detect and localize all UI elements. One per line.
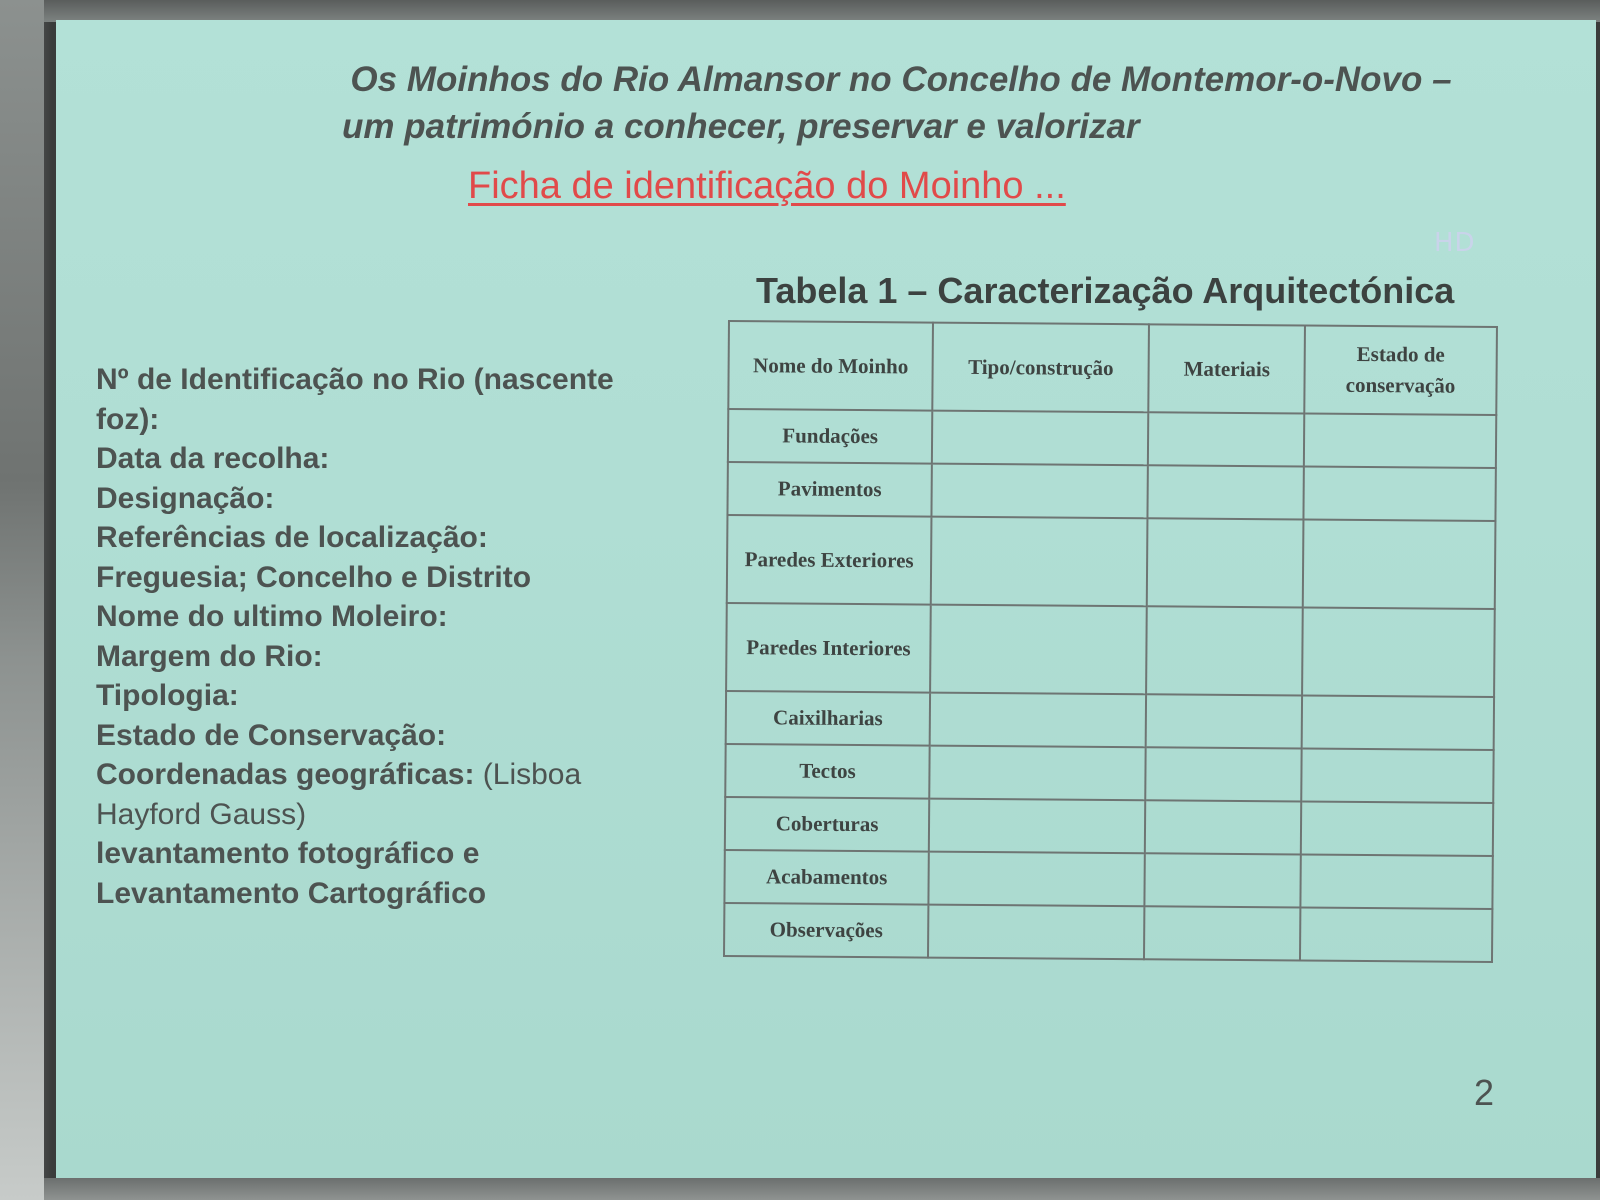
architecture-table-wrap [723,320,1498,963]
field-location-references: Referências de localização: [96,521,488,554]
header-construction-type: Tipo/construção [932,323,1149,413]
table-row [724,850,1492,909]
architecture-table [723,320,1498,963]
slide-title-line-1: Os Moinhos do Rio Almansor no Concelho de Montemor-o-Novo – [350,60,1452,99]
table-cell [1300,855,1492,910]
header-mill-name: Nome do Moinho [728,321,933,411]
table-cell [1148,412,1304,466]
table-cell [1303,520,1496,610]
table-cell [1302,696,1494,751]
table-row [728,409,1496,468]
table-cell [1146,606,1302,695]
table-cell [1147,518,1303,607]
table-cell [928,905,1145,960]
table-cell [1145,853,1301,907]
field-conservation-state: Estado de Conservação: [96,718,447,752]
row-label: Tectos [725,744,930,799]
table-header-row [728,321,1497,415]
table-row [726,603,1495,697]
row-label: Caixilharias [726,691,931,746]
table-cell [1302,608,1495,698]
header-materials: Materiais [1149,324,1305,413]
field-river-bank: Margem do Rio: [96,639,323,673]
table-row [727,462,1495,521]
field-collection-date: Data da recolha: [96,442,330,475]
table-cell [932,464,1149,519]
table-cell [1301,802,1493,857]
row-label: Paredes Exteriores [727,515,932,605]
slide-subtitle: Ficha de identificação do Moinho ... [468,165,1066,207]
field-coordinates-system-cont: Hayford Gauss) [96,797,307,831]
table-row [725,744,1493,803]
table-cell [1146,694,1302,748]
table-cell [929,799,1146,854]
row-label: Paredes Interiores [726,603,931,693]
slide-title-line-2: um património a conhecer, preservar e valorizar [342,107,1140,146]
field-photo-survey: levantamento fotográfico e [96,837,480,870]
table-cell [931,517,1148,607]
row-label: Coberturas [725,797,930,852]
table-cell [929,746,1146,801]
field-last-miller: Nome do ultimo Moleiro: [96,600,448,633]
table-row [726,691,1494,750]
table-cell [1148,465,1304,519]
table-row [725,797,1493,856]
page-number: 2 [1474,1072,1495,1113]
handwritten-mark: HD [1434,228,1476,258]
table-cell [1300,908,1492,963]
table-row [727,515,1496,609]
table-cell [1146,747,1302,801]
header-conservation-state: Estado de conservação [1304,326,1497,416]
screen-bottom-edge [44,1178,1600,1200]
field-coordinates-system: (Lisboa [482,758,582,791]
table-cell [930,693,1147,748]
table-title: Tabela 1 – Caracterização Arquitectónica [756,270,1455,311]
table-cell [1303,467,1495,522]
field-cartographic-survey: Levantamento Cartográfico [96,876,487,910]
field-coordinates-label: Coordenadas geográficas: [96,758,475,791]
table-cell [930,605,1147,695]
screen-top-edge [44,0,1600,22]
field-designation: Designação: [96,481,275,515]
row-label: Observações [724,903,929,958]
field-id-number-cont: foz): [96,402,160,436]
table-cell [1304,414,1496,469]
table-cell [1144,906,1300,960]
row-label: Pavimentos [727,462,932,517]
wall-strip [0,0,44,1200]
table-cell [932,411,1149,466]
table-cell [929,852,1146,907]
field-coordinates [96,755,696,795]
field-typology: Tipologia: [96,679,239,712]
table-row [724,903,1492,962]
table-cell [1301,749,1493,804]
row-label: Acabamentos [724,850,929,905]
table-cell [1145,800,1301,854]
identification-fields [96,360,696,913]
projected-slide [56,20,1596,1180]
row-label: Fundações [728,409,933,464]
field-id-number: Nº de Identificação no Rio (nascente [96,363,614,396]
field-parish: Freguesia; Concelho e Distrito [96,560,532,594]
